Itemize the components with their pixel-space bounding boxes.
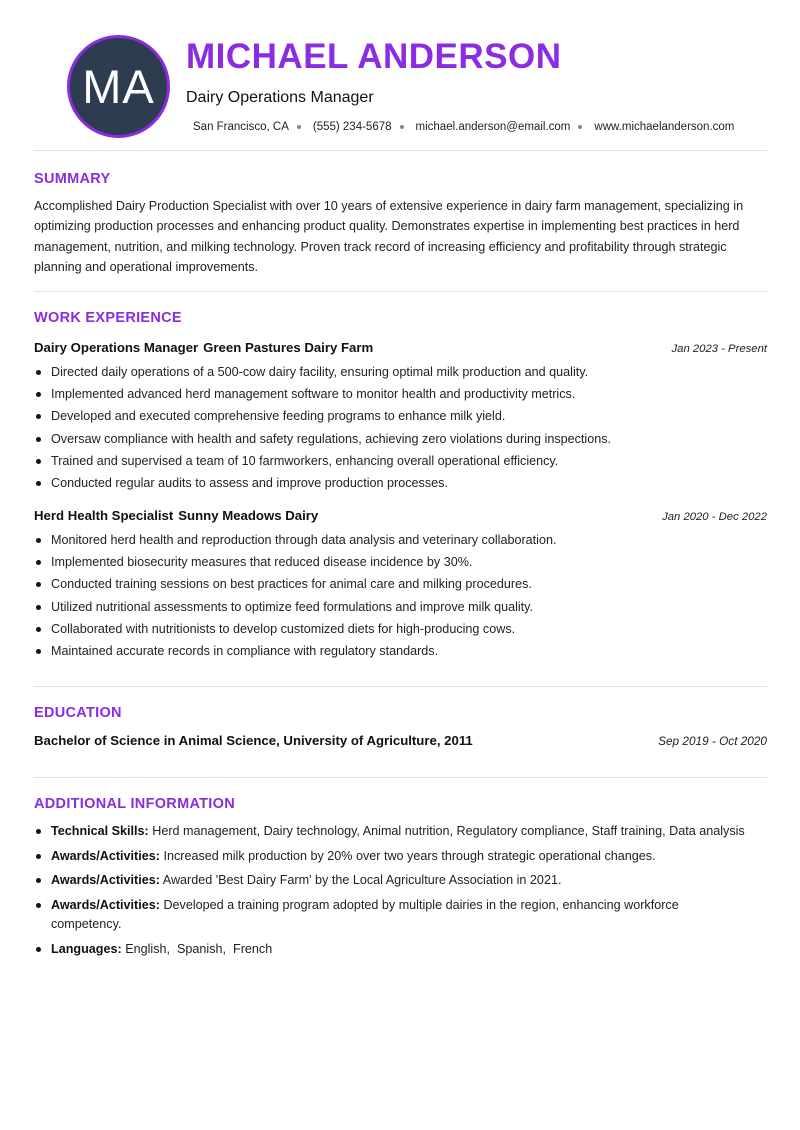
- section-divider: [34, 777, 767, 778]
- list-item: [51, 847, 751, 867]
- info-text: English, Spanish, French: [125, 941, 273, 956]
- contact-phone[interactable]: (555) 234-5678: [312, 121, 392, 133]
- education-dates: Sep 2019 - Oct 2020: [658, 734, 767, 748]
- list-item: Developed and executed comprehensive feeding programs to enhance milk yield.: [51, 405, 766, 427]
- contact-bar: [193, 121, 734, 133]
- additional-list: [51, 822, 751, 964]
- info-label: Awards/Activities:: [51, 873, 160, 887]
- list-item: [51, 822, 751, 842]
- info-text: Developed a training program adopted by multiple dairies in the region, enhancing workforce competency.: [51, 897, 679, 931]
- job-header: [34, 507, 767, 525]
- job-role: [34, 507, 318, 525]
- section-divider: [34, 150, 767, 151]
- job-bullets: [51, 529, 766, 662]
- experience-heading: WORK EXPERIENCE: [34, 310, 182, 326]
- additional-heading: ADDITIONAL INFORMATION: [34, 796, 235, 812]
- list-item: Implemented advanced herd management software to monitor health and productivity metrics.: [51, 383, 766, 405]
- info-text: Awarded 'Best Dairy Farm' by the Local Agriculture Association in 2021.: [162, 873, 562, 887]
- contact-location: San Francisco, CA: [193, 121, 289, 133]
- list-item: Implemented biosecurity measures that reduced disease incidence by 30%.: [51, 551, 766, 573]
- job-title-headline: Dairy Operations Manager: [186, 89, 374, 106]
- education-heading: EDUCATION: [34, 705, 122, 721]
- list-item: Directed daily operations of a 500-cow dairy facility, ensuring optimal milk production and quality.: [51, 361, 766, 383]
- education-entry: [34, 733, 767, 748]
- list-item: Oversaw compliance with health and safety regulations, achieving zero violations during inspections.: [51, 428, 766, 450]
- job-header: [34, 339, 767, 357]
- list-item: [51, 871, 751, 891]
- list-item: [51, 940, 751, 960]
- job-dates: Jan 2020 - Dec 2022: [662, 511, 767, 523]
- contact-website[interactable]: www.michaelanderson.com: [594, 121, 735, 133]
- info-text: Herd management, Dairy technology, Animal nutrition, Regulatory compliance, Staff training, Data analysis: [152, 824, 745, 838]
- list-item: Trained and supervised a team of 10 farmworkers, enhancing overall operational efficiency.: [51, 450, 766, 472]
- job-role: [34, 339, 373, 357]
- list-item: Collaborated with nutritionists to develop customized diets for high-producing cows.: [51, 618, 766, 640]
- summary-text: Accomplished Dairy Production Specialist with over 10 years of extensive experience in dairy farm management, specializing in optimizing production processes and enhancing product quality. Demonstrates expertise in implementing best practices in herd management, nutrition, and milking technology. Proven track record of increasing efficiency and profitability through strategic planning and operational improvements.: [34, 199, 744, 274]
- section-divider: [34, 291, 767, 292]
- contact-email[interactable]: michael.anderson@email.com: [415, 121, 571, 133]
- list-item: Monitored herd health and reproduction through data analysis and veterinary collaboration.: [51, 529, 766, 551]
- separator-dot: [400, 125, 404, 129]
- list-item: Conducted training sessions on best practices for animal care and milking procedures.: [51, 573, 766, 595]
- list-item: Utilized nutritional assessments to optimize feed formulations and improve milk quality.: [51, 596, 766, 618]
- resume-header: [33, 0, 767, 150]
- summary-heading: SUMMARY: [34, 171, 111, 187]
- list-item: [51, 896, 751, 935]
- info-label: Awards/Activities:: [51, 897, 160, 912]
- list-item: Conducted regular audits to assess and improve production processes.: [51, 472, 766, 494]
- candidate-name: MICHAEL ANDERSON: [186, 37, 562, 76]
- job-position: Herd Health Specialist: [34, 508, 174, 523]
- info-label: Languages:: [51, 941, 122, 956]
- job-company: Sunny Meadows Dairy: [178, 508, 319, 523]
- list-item: Maintained accurate records in compliance with regulatory standards.: [51, 640, 766, 662]
- education-degree: Bachelor of Science in Animal Science, University of Agriculture, 2011: [34, 733, 473, 748]
- info-text: Increased milk production by 20% over two years through strategic operational changes.: [163, 848, 656, 863]
- job-position: Dairy Operations Manager: [34, 340, 199, 355]
- avatar: MA: [67, 35, 170, 138]
- separator-dot: [578, 125, 582, 129]
- info-label: Awards/Activities:: [51, 848, 160, 863]
- separator-dot: [297, 125, 301, 129]
- job-dates: Jan 2023 - Present: [671, 343, 767, 355]
- section-divider: [34, 686, 767, 687]
- job-bullets: [51, 361, 766, 494]
- job-company: Green Pastures Dairy Farm: [203, 340, 374, 355]
- info-label: Technical Skills:: [51, 824, 149, 838]
